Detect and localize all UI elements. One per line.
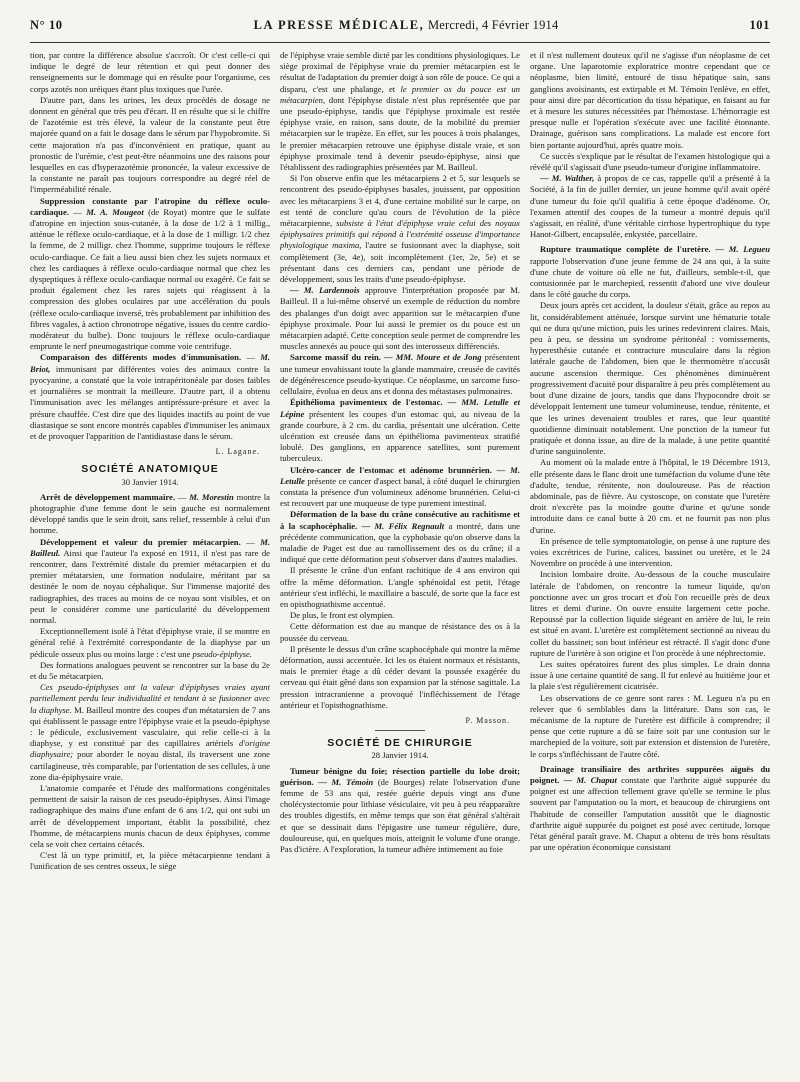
- communication-text: présente ce cancer d'aspect banal, à côté duquel le chirurgien constata la présence d'un volumineux adénome brunnérien. Celui-ci est recouvert par une muqueuse de type purement intestinal.: [280, 475, 520, 509]
- communication-title: Tumeur bénigne du foie; résection partielle du lobe droit; guérison.: [280, 765, 520, 787]
- page-number: 101: [749, 18, 770, 32]
- communication-text: approuve l'interprétation proposée par M. Bailleul. Il a lui-même observé un exemple de réduction du nombre des phalanges d'un doigt avec apparition sur le métacarpien d'une épiphyse proximale. Pour lui aussi le premier os du pouce est un métacarpien adapté. Cette conception seule permet de comprendre les muscles annexés au pouce qui sont des interosseux différenciés.: [280, 285, 520, 352]
- communication-title: Sarcome massif du rein.: [290, 352, 381, 363]
- divider: [375, 730, 425, 731]
- paragraph: tion, par contre la différence absolue s'accroît. Or c'est celle-ci qui indique le degré de leur rétention et qui peut donner des renseignements sur le dommage qui en résulte pour l'organisme, ces corps azotés non uréiques étant plus toxiques que l'urée.: [30, 50, 270, 94]
- communication-text: immunisant par différentes voies des animaux contre la pyocyanine, a constaté que la voie intrapéritonéale par doses faibles et journalières se montrait la meilleure. D'autre part, il a obtenu l'immunisation avec les mélanges antipréssure-présure et avec la présure chauffée. C'est dire que des liquides inactifs au point de vue diastasique se sont encore montrés capables d'immuniser les animaux et de provoquer l'apparition de l'antidiastase dans le sérum.: [30, 363, 270, 441]
- section-title: SOCIÉTÉ ANATOMIQUE: [81, 463, 219, 476]
- author: M. Bailleul.: [30, 536, 270, 558]
- communication-text: présentent une tumeur envahissant toute la glande mammaire, creusée de cavités de dégénérescence pseudo-kystique. Ce néoplasme, un sarcome fuso-cellulaire, évolua en deux ans et donna des métastases pulmonaires.: [280, 352, 520, 397]
- communication-title: Développement et valeur du premier métacarpien.: [40, 536, 241, 547]
- paragraph: De plus, le front est olympien.: [290, 610, 395, 621]
- author: — M. Letulle: [280, 464, 520, 486]
- paragraph: et il n'est nullement douteux qu'il ne s'agisse d'un néoplasme de cet organe. Une laparotomie exploratrice montre cependant que ce néoplasme, bien limité, entouré de tissu hépatique sain, sans ganglions avoisinants, est extirpable et M. Témoin l'enlève, en effet, pour ainsi dire par décortication du tissu hépatique, en faisant au fur et à mesure les sutures nécessitées par l'hémostase. L'hémorragie est presque nulle et l'opération s'exécute avec une facilité étonnante. Drainage, guérison sans complications. La malade est encore fort bien portante aujourd'hui, après quatre mois.: [530, 50, 770, 150]
- paragraph: Les observations de ce genre sont rares : M. Legueu n'a pu en relever que 6 semblables dans la littérature. Dans son cas, le mécanisme de la rupture de l'uretère est difficile à comprendre; il pense que cette rupture a dû se faire soit par une contusion sur le marchepied de la voiture, soit par extension et distension de l'uretère, le corps s'infléchissant de l'autre côté.: [530, 692, 770, 759]
- author: — M. Lardennois: [290, 285, 360, 296]
- communication-title: Épithélioma pavimenteux de l'estomac.: [290, 397, 443, 408]
- communication-title: Rupture traumatique complète de l'uretère.: [540, 244, 711, 255]
- masthead: [254, 18, 559, 33]
- communication-title: Suppression constante par l'atropine du réflexe oculo-cardiaque.: [30, 195, 270, 217]
- author: M. Briot,: [30, 352, 270, 374]
- paragraph: Cette déformation est due au manque de résistance des os à la poussée du cerveau.: [280, 621, 520, 643]
- author: — M. Chaput: [563, 775, 617, 785]
- communication-text: Ainsi que l'auteur l'a exposé en 1911, il n'est pas rare de rencontrer, dans l'extrémité distale du premier métacarpien et du premier métatarsien, une formation nodulaire, méritant par sa destinée le nom de noyau céphalique. Sur l'immense majorité des radiographies, des traces au moins de ce noyau sont visibles, et on peut le considérer comme une particularité du développement normal.: [30, 547, 270, 625]
- issue-number: N° 10: [30, 18, 63, 32]
- communication-text: (de Bourges) relate l'observation d'une femme de 53 ans qui, restée guérie depuis vingt ans d'une cholécystectomie pour lithiase vésiculaire, vit peu à peu réapparaître des troubles digestifs, en même temps que son état général s'altérait et que se dessinait dans l'épigastre une tumeur régulière, dure, douloureuse, qui, en quelques mois, atteignit le volume d'une orange. Pas d'ictère. A l'exploration, la tumeur adhère intimement au foie: [280, 776, 520, 855]
- communication-text: à propos de ce cas, rappelle qu'il a présenté à la Société, à la fin de juillet dernier, un jeune homme qu'il avait opéré d'une tumeur du foie qu'il qualifia à cette époque d'adénome. Or, l'examen attentif des coupes de la tumeur a montré depuis qu'il s'agissait, en réalité, d'une véritable cirrhose hypertrophique du type Hanot-Gilbert, encapsulée, enkystée, parcellaire.: [530, 173, 770, 240]
- paragraph: de l'épiphyse vraie semble dicté par les conditions physiologiques. Le siège proximal de l'épiphyse vraie du premier métacarpien est le résultat de l'adaptation du premier doigt à son rôle de pouce. Ce qui a disparu, c'est une phalange, et le premier os du pouce est un métacarpien, dont l'épiphyse distale n'est plus représentée que par une pseudo-épiphyse, tandis que l'épiphyse proximale est restée épiphyse vraie, en raison, sans doute, de la mobilité du premier métacarpien sur le trapèze. En effet, sur les pouces à trois phalanges, le premier métacarpien retrouve une épiphyse distale vraie, et son épiphyse proximale tend à devenir pseudo-épiphyse, ainsi que l'établissent des radiographies présentées par M. Bailleul.: [280, 50, 520, 173]
- communication-text: rapporte l'observation d'une jeune femme de 24 ans qui, à la suite d'une chute de voiture où elle ne fut, d'ailleurs, semble-t-il, que contusionnée par le marchepied, ressentit d'abord une vive douleur dans le côté gauche du corps.: [530, 255, 770, 300]
- author: — M. Legueu: [715, 244, 770, 255]
- communication: [530, 244, 770, 300]
- communication-title: Ulcéro-cancer de l'estomac et adénome brunnérien.: [290, 464, 492, 475]
- paragraph: Des formations analogues peuvent se rencontrer sur la base du 2e et du 5e métacarpien.: [30, 659, 270, 681]
- communication-text: présentent les coupes d'un estomac qui, au niveau de la grande courbure, à 2 cm. du cardia, présentait une ulcération. Cette ulcération est creusée dans un épithélioma pavimenteux stratifié lobulé. Des ganglions, en apparence satellites, sont purement tuberculeux.: [280, 408, 520, 464]
- communication: Développement et valeur du premier métacarpien. — M. Bailleul. Ainsi que l'auteur l'a exposé en 1911, il n'est pas rare de rencontrer, dans l'extrémité distale du premier métacarpien et du premier métatarsien, une formation nodulaire, méritant par sa destinée le nom de noyau céphalique. Sur l'immense majorité des radiographies, des traces au moins de ce noyau sont visibles, et on peut le considérer comme une particularité du développement normal.: [30, 536, 270, 625]
- paragraph: En présence de telle symptomatologie, on pense à une rupture des voies excrétrices de l'urine, calices, bassinet ou uretère, et le 24 Novembre on procède à une intervention.: [530, 535, 770, 569]
- signature: L. Lagane.: [215, 447, 260, 457]
- communication-title: Déformation de la base du crâne consécutive au rachitisme et à la scaphocéphalie.: [280, 509, 520, 531]
- section-date: 30 Janvier 1914.: [121, 476, 179, 487]
- paragraph: Ce succès s'explique par le résultat de l'examen histologique qui a révélé qu'il s'agissait d'une pseudo-tumeur d'origine inflammatoire.: [530, 150, 770, 173]
- communication: [280, 509, 520, 565]
- column-3: [530, 50, 770, 1070]
- communication: Suppression constante par l'atropine du réflexe oculo-cardiaque. — M. A. Mougeot (de Royat) montre que le sulfate d'atropine en injection sous-cutanée, à la dose de 1/2 à 1 millig., atténue le réflexe oculo-cardiaque, et à la dose de 1 milligr. 1/2 chez la femme, de 2 milligr. chez l'homme, supprime toujours le réflexe oculo-cardiaque. Ce fait a lieu aussi bien chez les sujets normaux et chez les cardiaques à réflexe oculo-cardiaque normal que chez les dyspeptiques à réflexe oculo-cardiaque normal ou exagéré. Ce fait se produit également chez les rares sujets qui réagissent à la compression des globes oculaires par une accélération du pouls (réflexe oculo-cardiaque inversé, très probablement par inhibition des fibres vagales, à action chronotrope négative, issues du centre cardio-modérateur du bulbe). Donc toujours le réflexe oculo-cardiaque emprunte le nerf pneumogastrique comme voie centrifuge.: [30, 195, 270, 352]
- communication-title: Drainage transiliaire des arthrites suppurées aiguës du poignet.: [530, 763, 770, 785]
- paragraph: Les suites opératoires furent des plus simples. Le drain donna issue à une certaine quantité de sang. Il fut enlevé au huitième jour et la plaie s'est régulièrement cicatrisée.: [530, 658, 770, 692]
- communication: Arrêt de développement mammaire. — M. Morestin montre la photographie d'une femme dont le sein gauche est normalement développé tandis que le sein droit, sans relief, ressemble à celui d'un homme.: [30, 491, 270, 536]
- communication-text: a montré, dans une précédente communication, que la cyphobasie qu'on observe dans la maladie de Paget est due au ramollissement des os du crâne; il a indiqué que cette déformation peut s'observer dans d'autres maladies.: [280, 520, 520, 565]
- author: — MM. Moure et de Jong: [384, 352, 482, 363]
- paragraph: C'est là un type primitif, et, la pièce métacarpienne tendant à l'unification de ses centres osseux, le siège: [30, 850, 270, 872]
- communication-title: Comparaison des différents modes d'immunisation.: [40, 352, 242, 363]
- communication: [530, 173, 770, 240]
- signature: P. Masson.: [465, 715, 510, 725]
- section-title: SOCIÉTÉ DE CHIRURGIE: [327, 737, 473, 750]
- paragraph: Il présente le crâne d'un enfant rachitique de 4 ans environ qui offre la même déformation. L'angle sphénoïdal est petit, l'étage antérieur s'est infléchi, le maxillaire a basculé, de sorte que la face est en opisthognathisme accentué.: [280, 565, 520, 609]
- paragraph: Incision lombaire droite. Au-dessous de la couche musculaire latérale de l'abdomen, on rencontre la tumeur liquide, qu'on ponctionne avec un gros trocart et d'où l'on recueille près de deux litres et demi d'urine. On ouvre ensuite largement cette poche. Repoussé par la collection liquide siégeant en arrière de lui, le rein est situé en avant. L'uretère est complètement sectionné au niveau du collet du bassinet; son bout inférieur est rétracté. Il s'agit donc d'une rupture de l'uretère à son origine et l'on procède à une néphrectomie.: [530, 569, 770, 658]
- paragraph: Si l'on observe enfin que les métacarpiens 2 et 5, sur lesquels se rencontrent des pseudo-épiphyses basales, jouissent, par opposition avec les métacarpiens 3 et 4, d'une certaine mobilité sur le carpe, on est tenté de conclure qu'au cours de l'évolution de la pièce métacarpienne, subsiste à l'état d'épiphyse vraie celui des noyaux épiphysaires primitifs qui répond à l'extrémité osseuse d'importance physiologique maxima, l'autre se fusionnant avec la diaphyse, soit complètement (3e, 4e), soit incomplètement (1er, 2e, 5e) et se présentant dans ces derniers cas, pendant une période de développement, sous les traits d'une pseudo-épiphyse.: [280, 173, 520, 285]
- author: — MM. Letulle et Lépine: [280, 397, 520, 419]
- paragraph: Ces pseudo-épiphyses ont la valeur d'épiphyses vraies ayant partiellement perdu leur individualité et tendant à se fusionner avec la diaphyse. M. Bailleul montre des coupes d'un métatarsien de 7 ans qui établissent le passage entre l'épiphyse vraie et la pseudo-épiphyse : le pédicule, exclusivement vasculaire, qui relie celle-ci à la diaphyse, y est constitué par des capillaires artériels d'origine diaphysaire; pour aborder le noyau distal, ils traversent une zone cartilagineuse, très comparable, par l'orientation de ses cellules, à une zone dia-épiphysaire vraie.: [30, 682, 270, 782]
- communication-title: Arrêt de développement mammaire.: [40, 491, 175, 502]
- communication: [280, 285, 520, 352]
- communication: [530, 764, 770, 854]
- communication: [280, 397, 520, 464]
- communication: Comparaison des différents modes d'immunisation. — M. Briot, immunisant par différentes voies des animaux contre la pyocyanine, a constaté que la voie intrapéritonéale par doses faibles et journalières se montrait la meilleure. D'autre part, il a obtenu l'immunisation avec les mélanges antipréssure-présure et avec la présure chauffée. C'est dire que des liquides inactifs au point de vue diastasique se sont encore montrés capables d'immuniser les animaux et de provoquer l'apparition de l'antidiastase dans le sérum.: [30, 352, 270, 441]
- column-2: [280, 50, 520, 1070]
- author: — M. Walther,: [540, 173, 595, 184]
- communication: [280, 766, 520, 856]
- issue-date: Mercredi, 4 Février 1914: [427, 18, 559, 32]
- paragraph: Au moment où la malade entre à l'hôpital, le 19 Décembre 1913, elle présente dans le flanc droit une tuméfaction du volume d'une tête d'adulte, tendue, rénitente, non douloureuse. Pas de réaction abdominale, pas de fièvre. Au cystoscope, on constate que l'uretère droit n'excrète pas la moindre goutte d'urine et qu'une sonde introduite dans ce canal butte à 20 cm. et ne fournit pas non plus d'urine.: [530, 457, 770, 535]
- article-columns: [30, 50, 770, 1070]
- paragraph: Il présente le dessus d'un crâne scaphocéphale qui montre la même déformation, aussi accentuée. Ici les os étaient normaux et résistants, mais le premier étage a dû céder devant la poussée exagérée du cerveau qui était gêné dans son expansion par la sténose sagittale. La pression intracranienne a provoqué l'infléchissement de l'étage antérieur et l'opisthognathisme.: [280, 643, 520, 710]
- communication-text: montre la photographie d'une femme dont le sein gauche est normalement développé tandis que le sein droit, sans relief, ressemble à celui d'un homme.: [30, 491, 270, 536]
- section-date: 28 Janvier 1914.: [371, 750, 429, 761]
- paragraph: Exceptionnellement isolé à l'état d'épiphyse vraie, il se montre en général relié à l'extrémité correspondante de la diaphyse par un pédicule osseux plus ou moins large : c'est une pseudo-épiphyse.: [30, 626, 270, 659]
- paragraph: L'anatomie comparée et l'étude des malformations congénitales permettent de saisir la raison de ces pseudo-épiphyses. Ainsi l'image radiographique des mains d'une enfant de 6 ans 1/2, qui ont subi un arrêt de développement important, établit la possibilité, chez l'homme, de métacarpiens munis chacun de deux épiphyses, comme cela se voit chez certains cétacés.: [30, 783, 270, 850]
- author: M. A. Mougeot: [86, 206, 144, 217]
- communication: [280, 352, 520, 397]
- communication: [280, 465, 520, 510]
- author: — M. Témoin: [318, 776, 374, 787]
- paragraph: Deux jours après cet accident, la douleur s'était, grâce au repos au lit, considérablement atténuée, lorsque survint une hématurie totale qui ne dura qu'une miction, puis les urines redevinrent claires. Mais, peu à peu, se dessina un syndrome péritonéal : vomissements, hyperesthésie cutanée et contracture musculaire dans la région latérale gauche de l'abdomen, bien que le thermomètre n'accusât aucune ascension thermique. Ces phénomènes diminuèrent progressivement d'acuité pour disparaître à peu près complètement au bout d'une dizaine de jours, tandis que dans l'hypocondre droit se développait lentement une tumeur volumineuse, tendue, rénitente, et que les urines devenaient troubles et rares, que leur quantité quotidienne diminuait notablement. Une ponction de la tumeur fut pratiquée et donna issue, au dire de la malade, à une petite quantité d'urine sanguinolente.: [530, 300, 770, 457]
- communication-text: (de Royat) montre que le sulfate d'atropine en injection sous-cutanée, à la dose de 1/2 à 1 millig., atténue le réflexe oculo-cardiaque, et à la dose de 1 milligr. 1/2 chez la femme, de 2 milligr. chez l'homme, supprime toujours le réflexe oculo-cardiaque. Ce fait a lieu aussi bien chez les sujets normaux et chez les cardiaques à réflexe oculo-cardiaque normal que chez les dyspeptiques à réflexe oculo-cardiaque normal ou exagéré. Ce fait se produit également chez les rares sujets qui réagissent à la compression des globes oculaires par une accélération du pouls (réflexe oculo-cardiaque inversé, très probablement par inhibition des fibres vagales, à action chronotrope négative, issues du centre cardio-modérateur du bulbe). Donc toujours le réflexe oculo-cardiaque emprunte le nerf pneumogastrique comme voie centrifuge.: [30, 206, 270, 352]
- communication-text: constate que l'arthrite aiguë suppurée du poignet est une affection tellement grave qu'elle se termine le plus souvent par l'amputation ou la mort, et beaucoup de chirurgiens ont l'habitude de conseiller l'amputation aussitôt que le diagnostic d'arthrite aiguë suppurée du poignet est posé avec certitude, lorsque l'état général paraît grave. M. Chaput a obtenu de très bons résultats par une opération économique consistant: [530, 775, 770, 853]
- author: — M. Félix Regnault: [361, 520, 445, 531]
- journal-title: LA PRESSE MÉDICALE,: [253, 18, 425, 32]
- column-1: [30, 50, 270, 1070]
- running-header: [30, 18, 770, 43]
- author: M. Morestin: [189, 491, 234, 502]
- paragraph: D'autre part, dans les urines, les deux procédés de dosage ne donnent en général que très peu d'écart. Il en résulte que si le chiffre de l'azotémie est très élevé, la valeur de la constante peut être majorée quand on a fait le dosage dans le sérum par l'hypobromite. Si cette majoration n'a pas d'inconvénient en pratique, quant au pronostic de l'urémie, c'est peut-être néanmoins une des raisons pour lesquelles en cas d'hyperazotémie prononcée, la valeur excessive de la constante ne paraît pas toujours correspondre au degré réel de l'imperméabilité rénale.: [30, 94, 270, 195]
